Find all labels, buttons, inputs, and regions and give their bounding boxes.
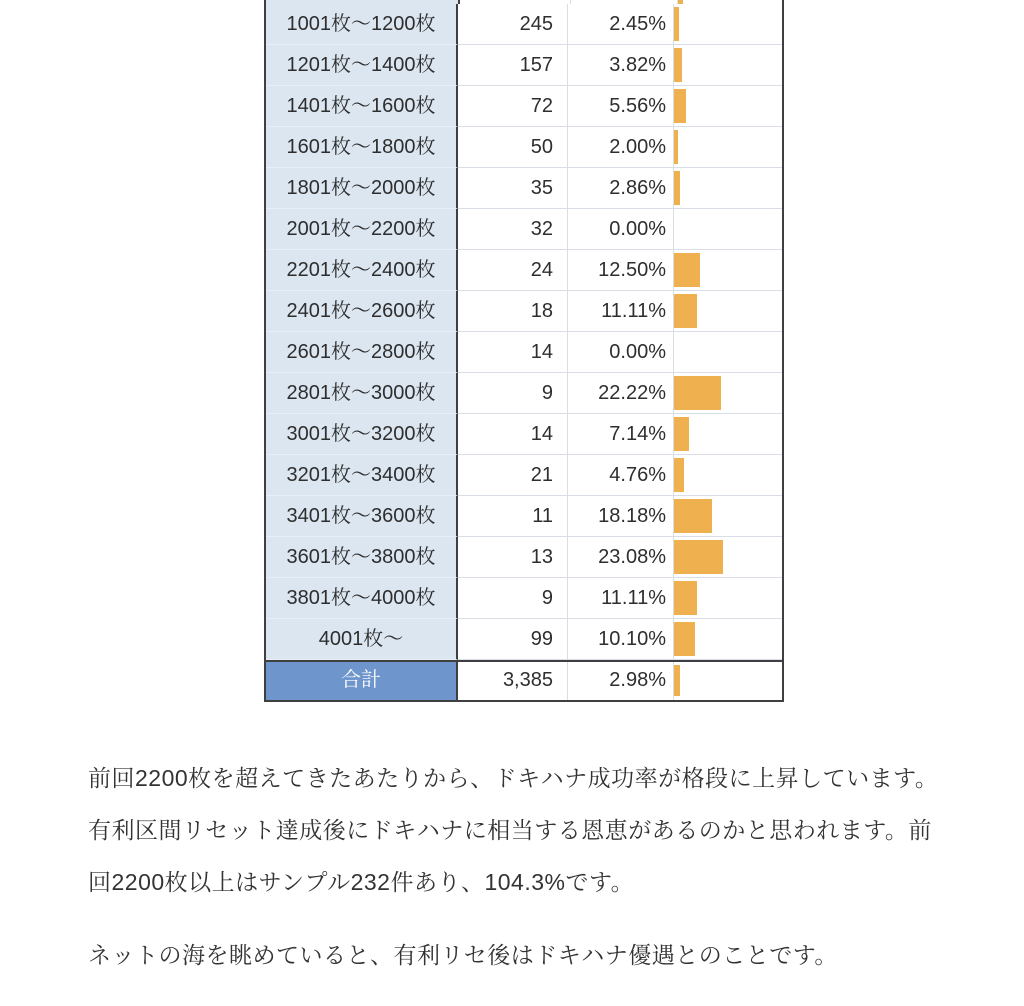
table-row (266, 127, 782, 168)
sample-count: 245 (458, 4, 568, 45)
success-rate: 0.00% (568, 332, 674, 373)
range-label: 3001枚〜3200枚 (266, 414, 458, 455)
range-label: 3201枚〜3400枚 (266, 455, 458, 496)
rate-bar (674, 499, 712, 533)
table-row (266, 578, 782, 619)
range-label: 1001枚〜1200枚 (266, 4, 458, 45)
table-row (266, 86, 782, 127)
table-row (266, 209, 782, 250)
bar-cell (674, 332, 782, 373)
bar-cell (674, 45, 782, 86)
success-rate: 7.14% (568, 414, 674, 455)
range-label: 3601枚〜3800枚 (266, 537, 458, 578)
stats-table-body (266, 4, 782, 660)
sample-count: 99 (458, 619, 568, 660)
bar-cell (674, 373, 782, 414)
total-sample-count: 3,385 (458, 662, 568, 700)
total-success-rate: 2.98% (568, 662, 674, 700)
bar-cell (674, 496, 782, 537)
table-row (266, 168, 782, 209)
success-rate: 12.50% (568, 250, 674, 291)
rate-bar (674, 622, 695, 656)
sample-count: 35 (458, 168, 568, 209)
bar-cell (674, 209, 782, 250)
success-rate: 23.08% (568, 537, 674, 578)
bar-cell (674, 455, 782, 496)
rate-bar (674, 89, 686, 123)
rate-bar (674, 581, 697, 615)
table-row (266, 291, 782, 332)
sample-count: 32 (458, 209, 568, 250)
table-row (266, 250, 782, 291)
sample-count: 50 (458, 127, 568, 168)
sample-count: 14 (458, 414, 568, 455)
paragraph: 前回2200枚を超えてきたあたりから、ドキハナ成功率が格段に上昇しています。有利区間リセット達成後にドキハナに相当する恩恵があるのかと思われます。前回2200枚以上はサンプル232件あり、104.3%です。 (88, 765, 939, 895)
range-label: 1401枚〜1600枚 (266, 86, 458, 127)
sample-count: 9 (458, 578, 568, 619)
success-rate: 11.11% (568, 578, 674, 619)
success-rate: 2.00% (568, 127, 674, 168)
rate-bar (674, 417, 689, 451)
rate-bar (674, 7, 679, 41)
total-rate-bar (674, 665, 680, 696)
range-label: 2201枚〜2400枚 (266, 250, 458, 291)
sample-count: 72 (458, 86, 568, 127)
article-body (88, 752, 950, 1002)
rate-bar (674, 540, 723, 574)
success-rate: 10.10% (568, 619, 674, 660)
rate-bar (674, 130, 678, 164)
bar-cell (674, 250, 782, 291)
range-label: 2801枚〜3000枚 (266, 373, 458, 414)
rate-bar (674, 253, 700, 287)
rate-bar (674, 294, 697, 328)
paragraph: ネットの海を眺めていると、有利リセ後はドキハナ優遇とのことです。 (88, 942, 838, 968)
success-rate: 4.76% (568, 455, 674, 496)
range-label: 2001枚〜2200枚 (266, 209, 458, 250)
success-rate: 0.00% (568, 209, 674, 250)
success-rate: 11.11% (568, 291, 674, 332)
success-rate: 5.56% (568, 86, 674, 127)
table-row (266, 619, 782, 660)
sample-count: 157 (458, 45, 568, 86)
success-rate: 2.45% (568, 4, 674, 45)
table-row (266, 414, 782, 455)
rate-bar (674, 171, 680, 205)
sample-count: 14 (458, 332, 568, 373)
table-row (266, 455, 782, 496)
range-label: 1201枚〜1400枚 (266, 45, 458, 86)
sample-count: 18 (458, 291, 568, 332)
bar-cell (674, 578, 782, 619)
sample-count: 21 (458, 455, 568, 496)
bar-cell (674, 4, 782, 45)
table-row (266, 4, 782, 45)
bar-cell (674, 127, 782, 168)
table-row (266, 373, 782, 414)
sample-count: 9 (458, 373, 568, 414)
success-rate: 22.22% (568, 373, 674, 414)
table-row (266, 332, 782, 373)
bar-cell (674, 168, 782, 209)
bar-cell (674, 291, 782, 332)
sample-count: 24 (458, 250, 568, 291)
table-row (266, 496, 782, 537)
success-rate: 18.18% (568, 496, 674, 537)
sample-count: 11 (458, 496, 568, 537)
table-row (266, 45, 782, 86)
rate-bar (674, 376, 721, 410)
range-label: 4001枚〜 (266, 619, 458, 660)
total-label: 合計 (266, 662, 458, 700)
rate-bar (674, 458, 684, 492)
table-row (266, 537, 782, 578)
total-row (266, 660, 782, 700)
range-label: 3801枚〜4000枚 (266, 578, 458, 619)
bar-cell (674, 86, 782, 127)
bar-cell (674, 537, 782, 578)
bar-cell (674, 619, 782, 660)
success-rate: 3.82% (568, 45, 674, 86)
bar-cell (674, 414, 782, 455)
success-rate: 2.86% (568, 168, 674, 209)
sample-count: 13 (458, 537, 568, 578)
rate-bar (674, 48, 682, 82)
range-label: 1801枚〜2000枚 (266, 168, 458, 209)
range-label: 1601枚〜1800枚 (266, 127, 458, 168)
total-bar-cell (674, 662, 782, 700)
range-label: 2601枚〜2800枚 (266, 332, 458, 373)
range-label: 2401枚〜2600枚 (266, 291, 458, 332)
range-label: 3401枚〜3600枚 (266, 496, 458, 537)
stats-table (264, 0, 784, 702)
